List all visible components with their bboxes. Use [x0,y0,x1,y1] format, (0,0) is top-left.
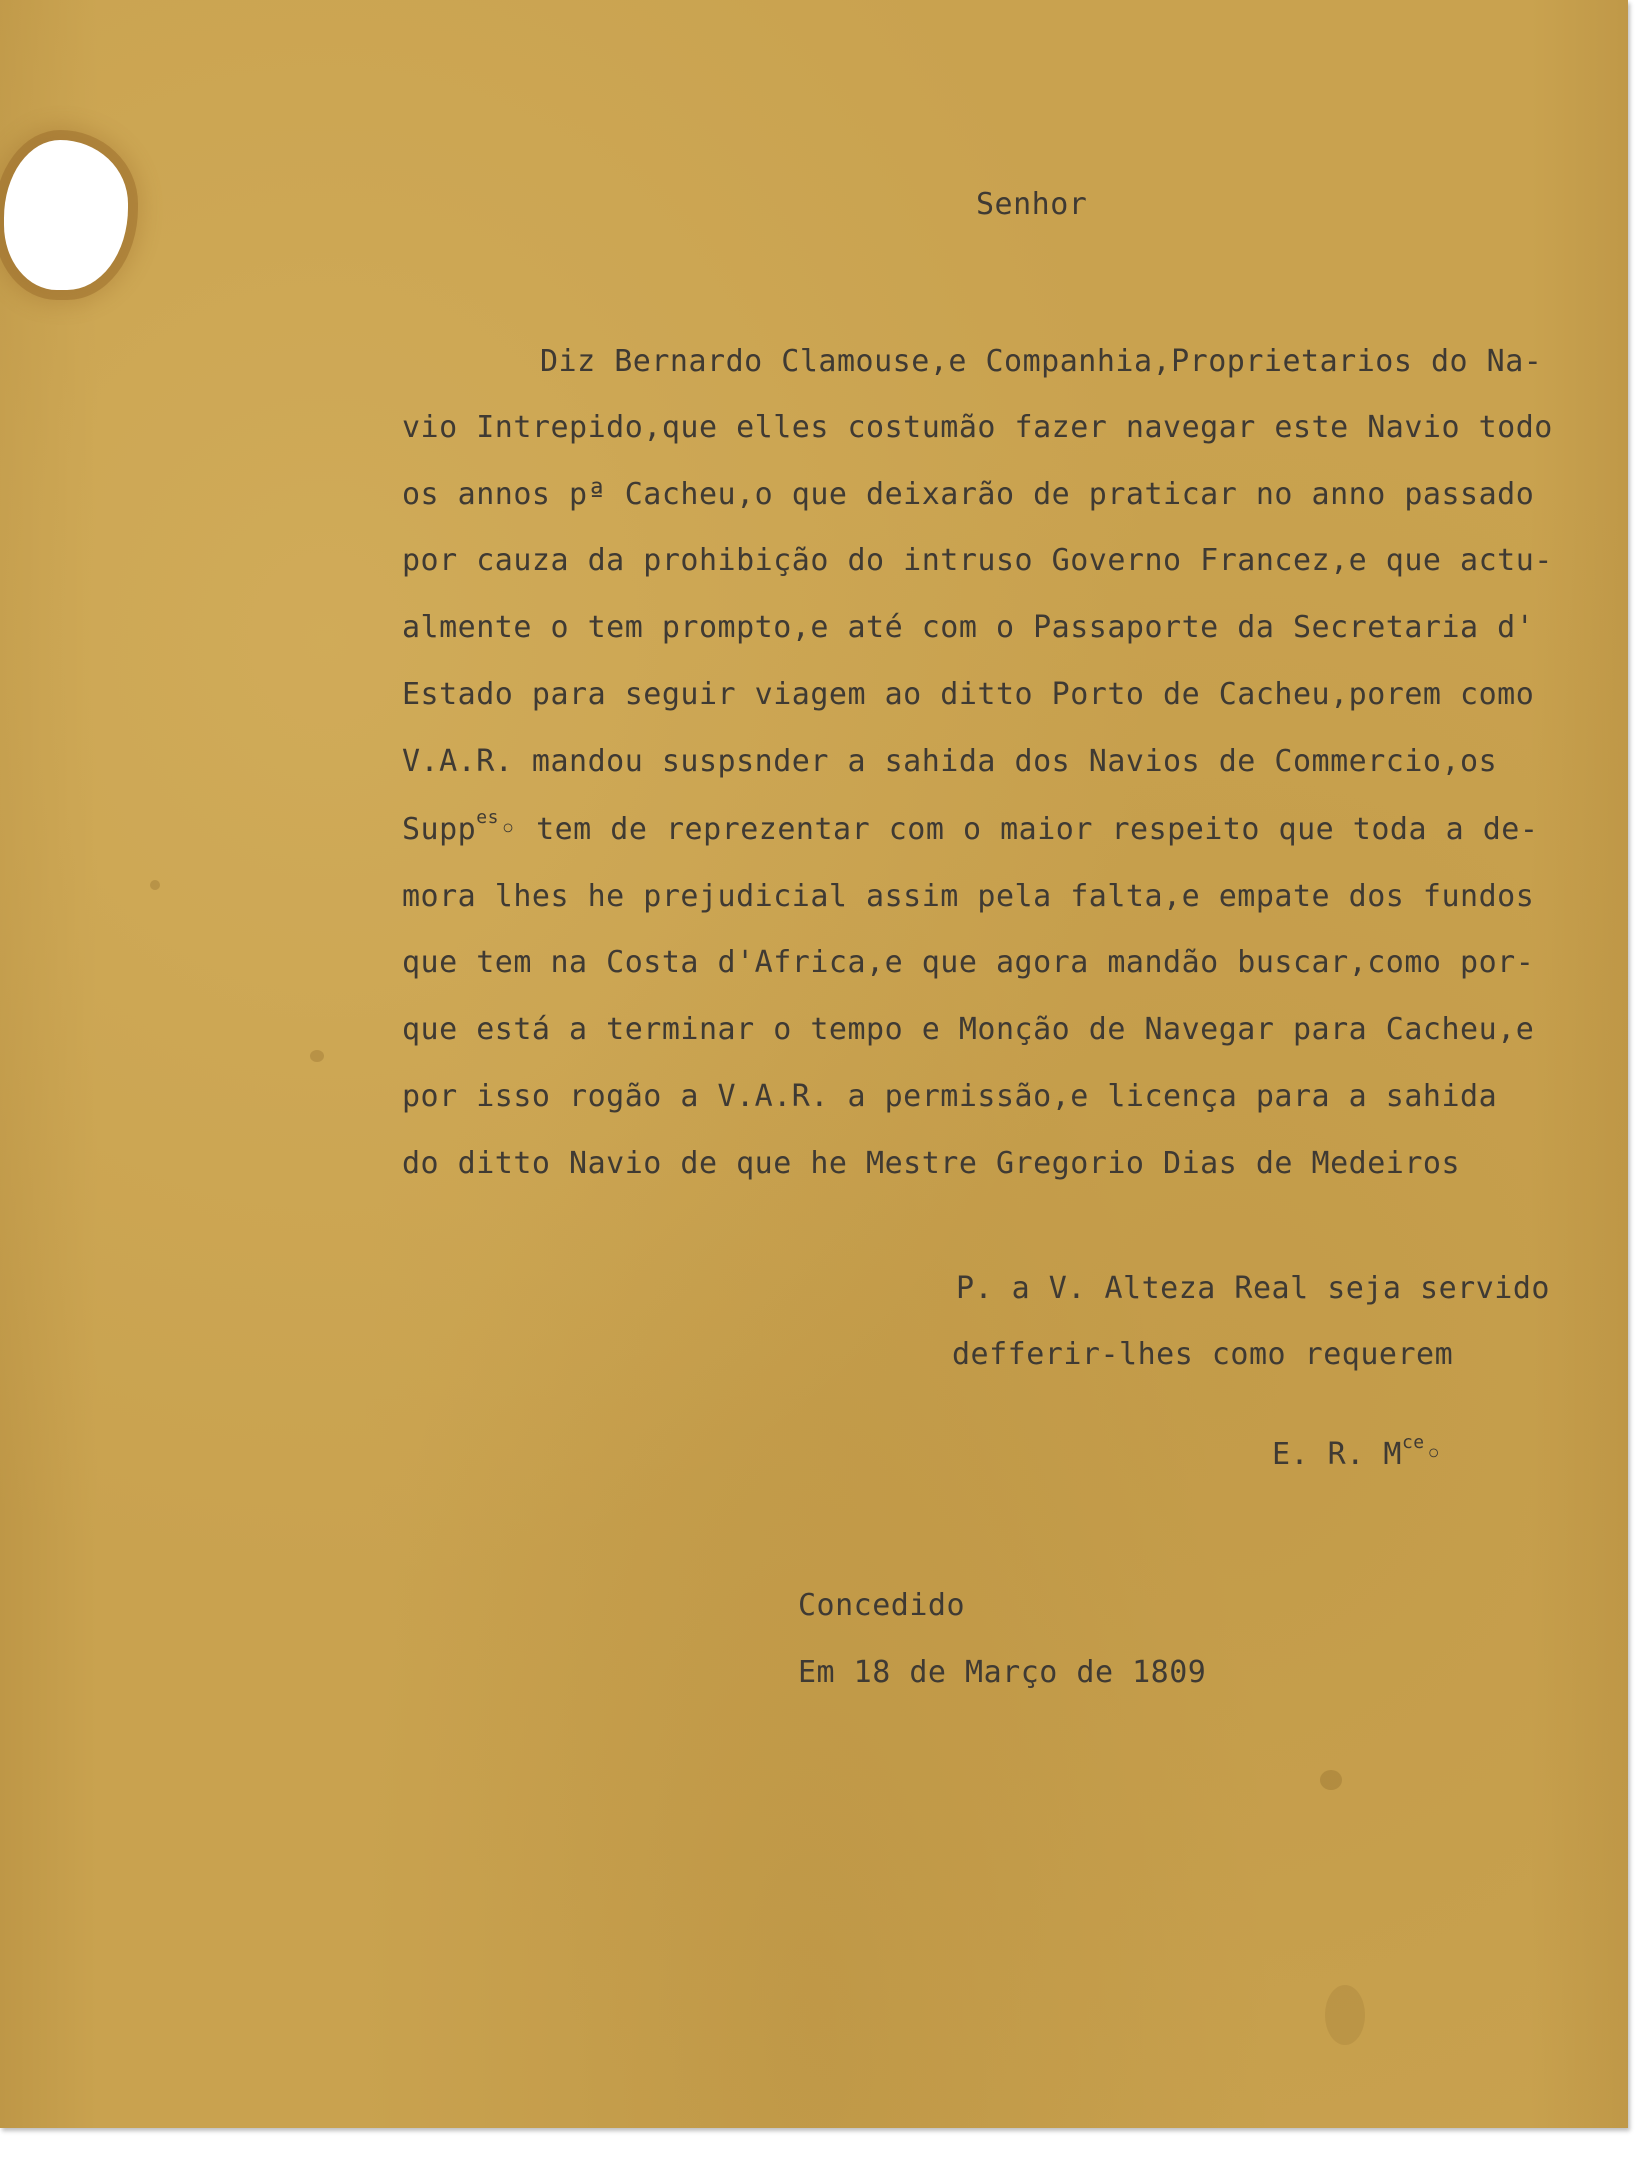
supp-superscript: es [476,807,499,828]
body-line: V.A.R. mandou suspsnder a sahida dos Navios de Commercio,os [402,744,1498,779]
body-line-supp [402,807,1539,847]
body-line: por cauza da prohibição do intruso Governo Francez,e que actu- [402,543,1553,578]
salutation: Senhor [976,187,1088,222]
body-line: Estado para seguir viagem ao ditto Porto de Cacheu,porem como [402,677,1535,712]
body-line: vio Intrepido,que elles costumão fazer navegar este Navio todo [402,410,1553,445]
closing-line: P. a V. Alteza Real seja servido [956,1271,1550,1306]
body-line: Diz Bernardo Clamouse,e Companhia,Proprietarios do Na- [540,344,1543,379]
date: Em 18 de Março de 1809 [798,1655,1207,1690]
body-line: do ditto Navio de que he Mestre Gregorio Dias de Medeiros [402,1146,1461,1181]
stain [310,1050,324,1062]
closing-line: defferir-lhes como requerem [952,1337,1454,1372]
erm-superscript: ce [1401,1432,1425,1453]
erm-text: E. R. M [1272,1437,1402,1472]
body-line: os annos pª Cacheu,o que deixarão de praticar no anno passado [402,477,1535,512]
body-line: que tem na Costa d'Africa,e que agora mandão buscar,como por- [402,945,1535,980]
supp-dot: ◦ [498,812,518,847]
supp-rest: tem de reprezentar com o maior respeito que toda a de- [536,812,1539,847]
erm-dot: ◦ [1424,1437,1444,1472]
body-line: por isso rogão a V.A.R. a permissão,e licença para a sahida [402,1079,1498,1114]
body-line: que está a terminar o tempo e Monção de Navegar para Cacheu,e [402,1012,1535,1047]
supp-word: Supp [402,812,477,847]
stain [1320,1770,1342,1790]
stain [1325,1985,1365,2045]
body-line: almente o tem prompto,e até com o Passaporte da Secretaria d' [402,610,1535,645]
stain [150,880,160,890]
body-line: mora lhes he prejudicial assim pela falta,e empate dos fundos [402,879,1535,914]
concedido: Concedido [798,1588,966,1623]
torn-hole [4,140,128,290]
erm-abbreviation [1272,1432,1444,1472]
